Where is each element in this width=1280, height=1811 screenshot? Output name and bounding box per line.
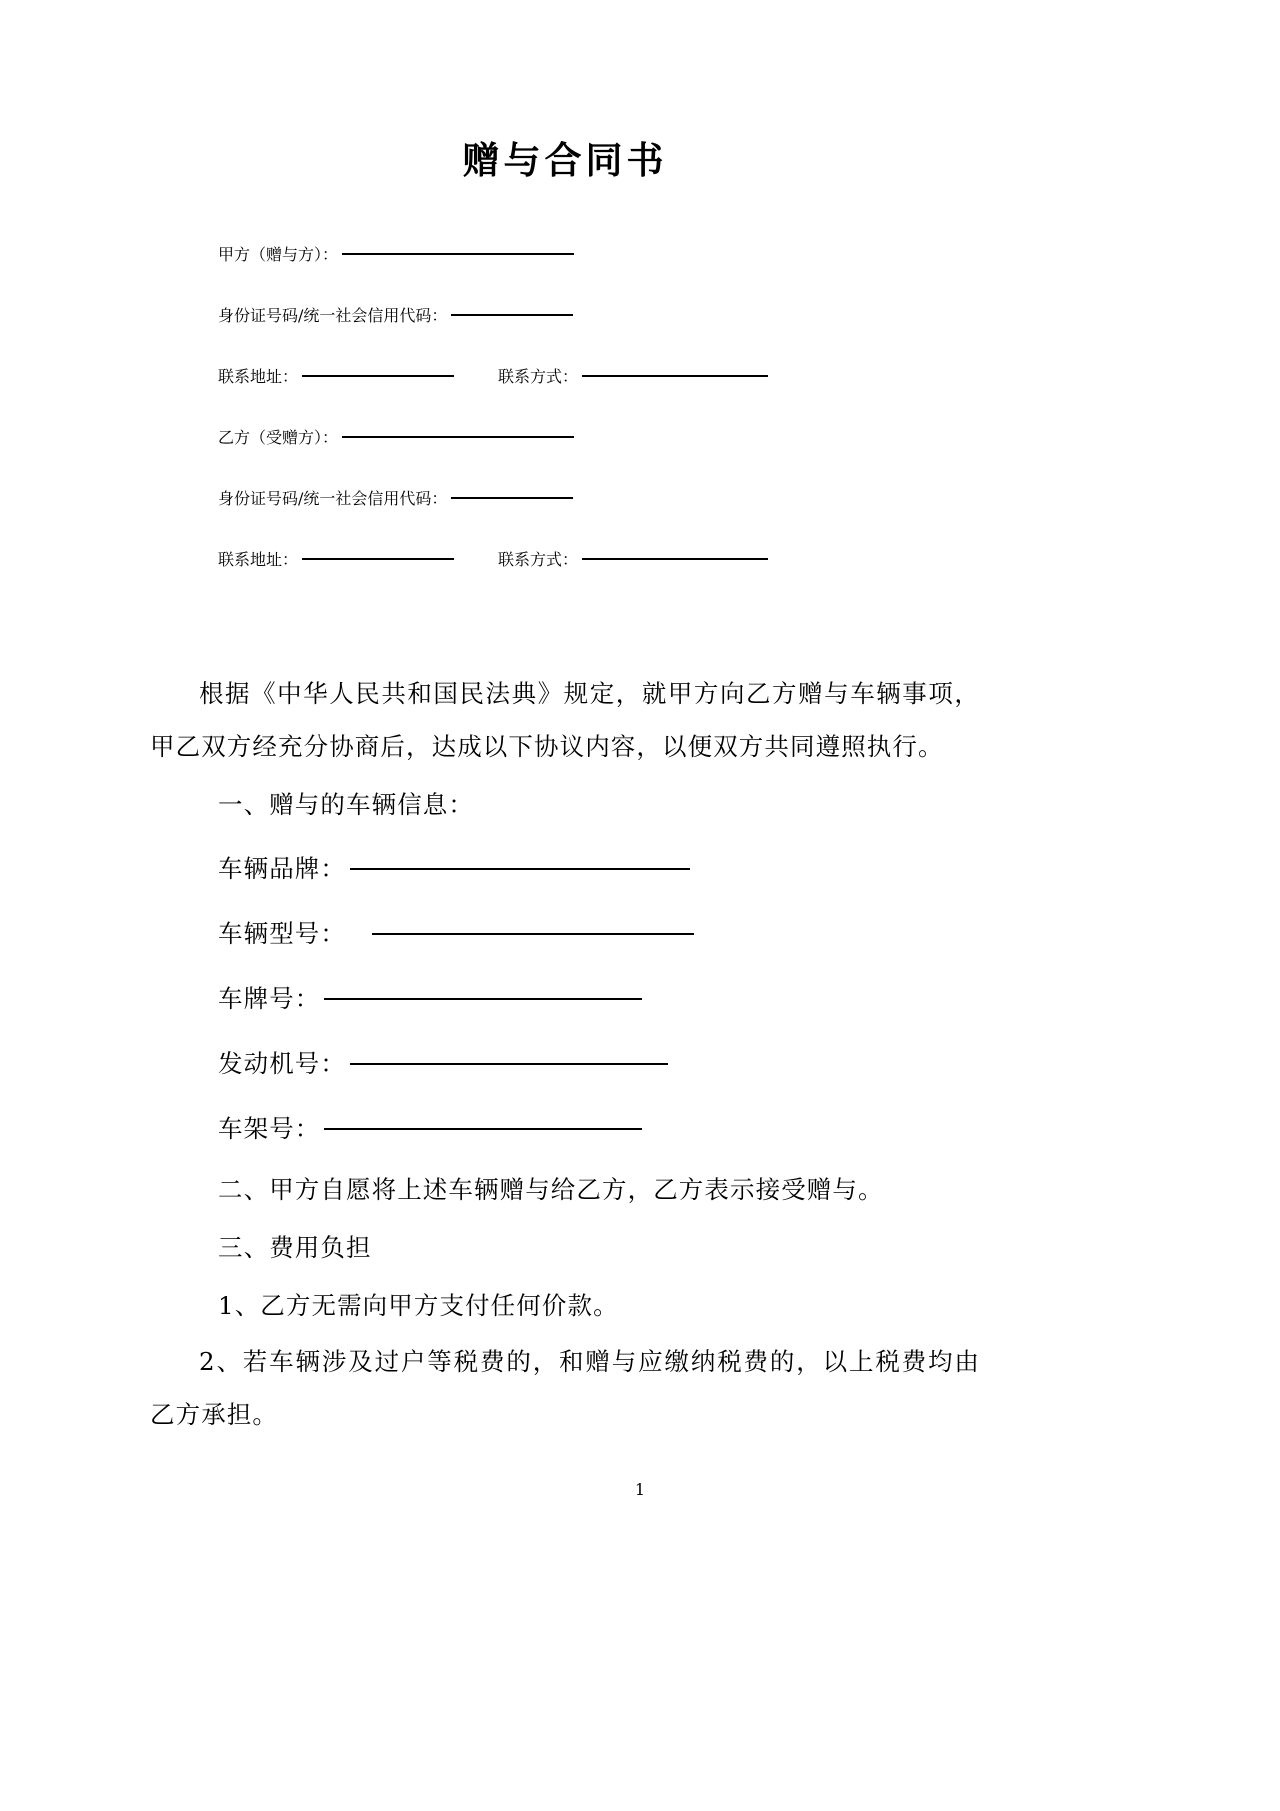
party-b-contact-row <box>150 528 980 589</box>
party-a-name-label: 甲方（赠与方）： <box>218 245 339 265</box>
vin-number-row <box>150 1096 980 1161</box>
section-one-heading-text: 一、赠与的车辆信息： <box>218 789 474 819</box>
engine-number-label: 发动机号： <box>218 1048 346 1078</box>
party-a-contact-row <box>150 345 980 406</box>
party-b-address-label: 联系地址： <box>218 550 299 570</box>
engine-number-fill-line[interactable] <box>350 1063 668 1065</box>
party-b-name-label: 乙方（受赠方）： <box>218 428 339 448</box>
party-a-name-row <box>150 223 980 284</box>
license-plate-label: 车牌号： <box>218 983 321 1013</box>
vehicle-brand-fill-line[interactable] <box>350 868 690 870</box>
party-a-address-fill-line[interactable] <box>302 375 454 377</box>
vin-number-fill-line[interactable] <box>324 1128 642 1130</box>
section-one-heading <box>150 773 980 836</box>
vehicle-model-fill-line[interactable] <box>372 933 694 935</box>
preamble-paragraph: 根据《中华人民共和国民法典》规定，就甲方向乙方赠与车辆事项，甲乙双方经充分协商后，达成以下协议内容，以便双方共同遵照执行。 <box>150 679 980 762</box>
license-plate-row <box>150 966 980 1031</box>
party-b-name-fill-line[interactable] <box>342 436 574 438</box>
section-two-row <box>150 1161 980 1219</box>
party-b-contact-label: 联系方式： <box>498 550 579 570</box>
party-a-id-fill-line[interactable] <box>451 314 573 316</box>
party-b-id-row <box>150 467 980 528</box>
party-b-id-fill-line[interactable] <box>451 497 573 499</box>
party-a-contact-label: 联系方式： <box>498 367 579 387</box>
fee-item-1-row <box>150 1277 980 1335</box>
party-b-id-label: 身份证号码/统一社会信用代码： <box>218 489 448 509</box>
vehicle-model-row <box>150 901 980 966</box>
party-a-contact-fill-line[interactable] <box>582 375 768 377</box>
page-title: 赠与合同书 <box>462 138 668 182</box>
fee-item-1-text: 1、乙方无需向甲方支付任何价款。 <box>218 1291 619 1320</box>
party-b-contact-fill-line[interactable] <box>582 558 768 560</box>
party-a-id-row <box>150 284 980 345</box>
fee-item-2-paragraph: 2、若车辆涉及过户等税费的，和赠与应缴纳税费的，以上税费均由乙方承担。 <box>150 1347 980 1430</box>
section-three-heading <box>150 1219 980 1277</box>
party-b-address-fill-line[interactable] <box>302 558 454 560</box>
engine-number-row <box>150 1031 980 1096</box>
page-number: 1 <box>634 1480 646 1499</box>
section-three-heading-text: 三、费用负担 <box>218 1233 372 1262</box>
vin-number-label: 车架号： <box>218 1113 321 1143</box>
party-b-name-row <box>150 406 980 467</box>
page-content <box>150 0 980 1441</box>
vehicle-brand-label: 车辆品牌： <box>218 853 346 883</box>
party-information-block <box>150 223 980 589</box>
party-a-name-fill-line[interactable] <box>342 253 574 255</box>
section-two-text: 二、甲方自愿将上述车辆赠与给乙方，乙方表示接受赠与。 <box>218 1175 884 1204</box>
vehicle-brand-row <box>150 836 980 901</box>
vehicle-model-label: 车辆型号： <box>218 918 346 948</box>
license-plate-fill-line[interactable] <box>324 998 642 1000</box>
party-a-id-label: 身份证号码/统一社会信用代码： <box>218 306 448 326</box>
party-a-address-label: 联系地址： <box>218 367 299 387</box>
contract-body <box>150 667 980 1441</box>
